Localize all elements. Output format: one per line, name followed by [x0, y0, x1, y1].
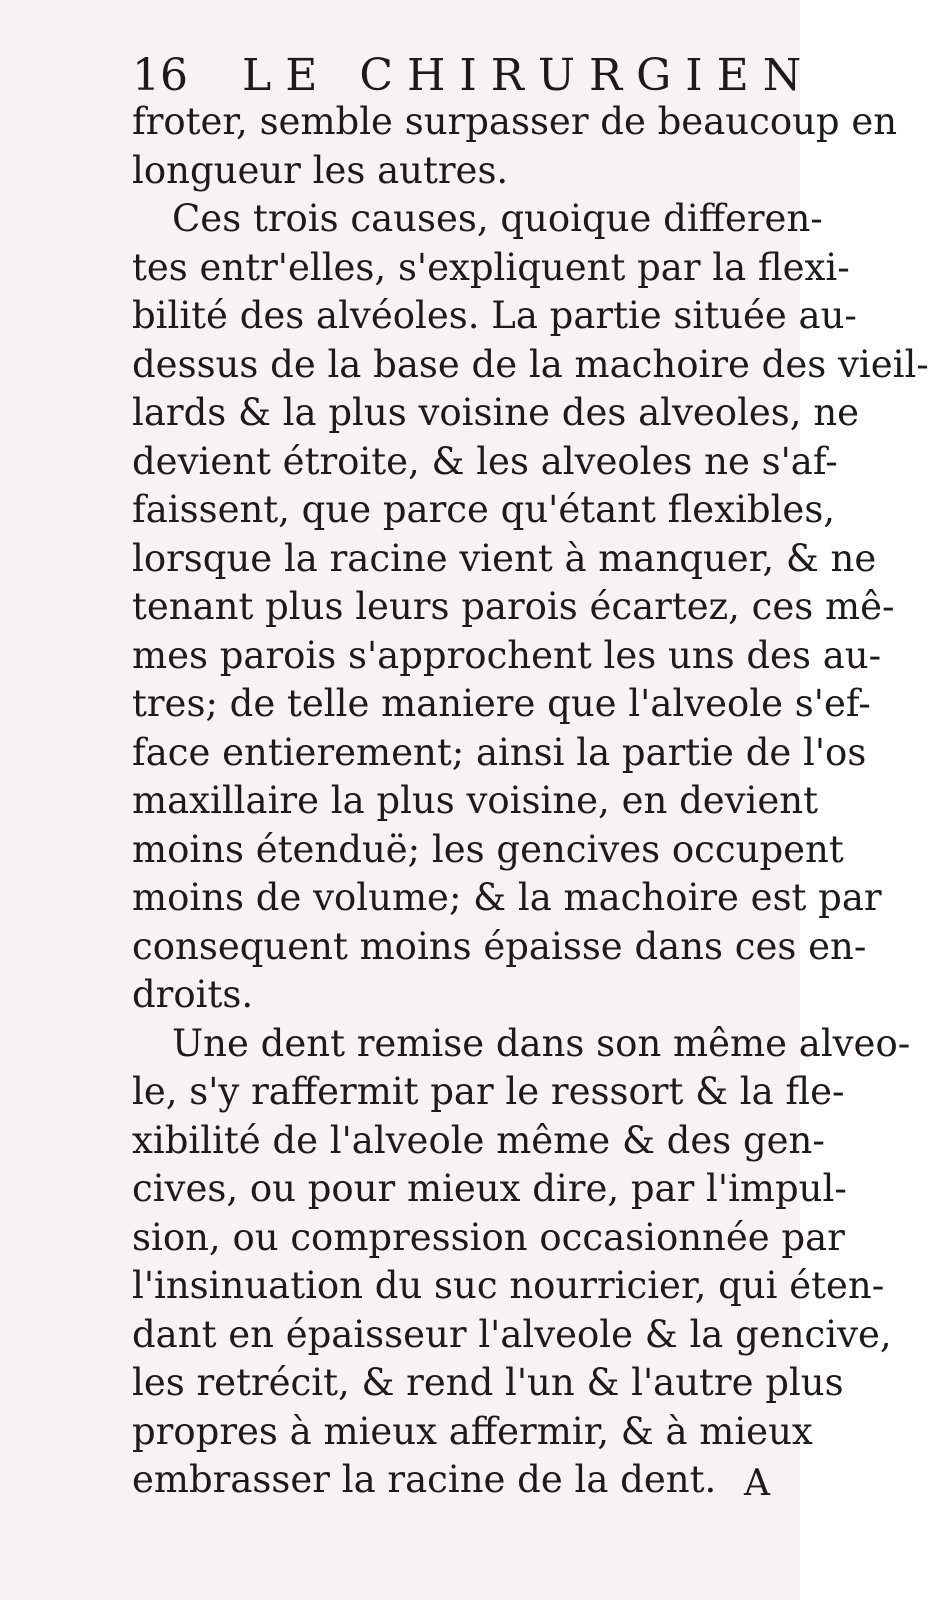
- text-line: dessus de la base de la machoire des vieil-: [132, 342, 929, 386]
- text-line: face entierement; ainsi la partie de l'os: [132, 730, 867, 774]
- text-line: consequent moins épaisse dans ces en-: [132, 924, 867, 968]
- text-line: longueur les autres.: [132, 148, 509, 192]
- text-line: tes entr'elles, s'expliquent par la flexi-: [132, 245, 850, 289]
- text-line: maxillaire la plus voisine, en devient: [132, 779, 818, 822]
- text-line: les retrécit, & rend l'un & l'autre plus: [132, 1361, 844, 1404]
- text-line: cives, ou pour mieux dire, par l'impul-: [132, 1167, 847, 1210]
- body-text: [132, 98, 929, 1505]
- text-line: devient étroite, & les alveoles ne s'af-: [132, 439, 838, 483]
- text-line: le, s'y raffermit par le ressort & la fle-: [132, 1070, 845, 1113]
- running-head: LE CHIRURGIEN: [242, 50, 816, 101]
- text-line: lards & la plus voisine des alveoles, ne: [132, 391, 860, 434]
- text-line: xibilité de l'alveole même & des gen-: [132, 1118, 825, 1162]
- text-line: mes parois s'approchent les uns des au-: [132, 633, 882, 677]
- paragraph-start-line: Une dent remise dans son même alveo-: [172, 1021, 911, 1065]
- page-number: 16: [132, 50, 188, 101]
- text-line: droits.: [132, 973, 254, 1016]
- signature-mark: A: [744, 1463, 770, 1504]
- text-line: sion, ou compression occasionnée par: [132, 1215, 845, 1259]
- paragraph-start-line: Ces trois causes, quoique differen-: [172, 197, 823, 240]
- text-line: l'insinuation du suc nourricier, qui éten-: [132, 1264, 885, 1307]
- text-line: lorsque la racine vient à manquer, & ne: [132, 536, 877, 580]
- text-line: embrasser la racine de la dent.: [132, 1458, 717, 1501]
- text-line: tres; de telle maniere que l'alveole s'ef-: [132, 682, 871, 725]
- text-line: froter, semble surpasser de beaucoup en: [132, 100, 898, 143]
- text-line: moins étenduë; les gencives occupent: [132, 827, 844, 871]
- text-line: moins de volume; & la machoire est par: [132, 876, 882, 919]
- text-line: propres à mieux affermir, & à mieux: [132, 1409, 813, 1453]
- text-line: dant en épaisseur l'alveole & la gencive,: [132, 1312, 892, 1356]
- text-line: bilité des alvéoles. La partie située au-: [132, 294, 857, 337]
- text-line: faissent, que parce qu'étant flexibles,: [132, 488, 836, 531]
- text-line: tenant plus leurs parois écartez, ces mê-: [132, 585, 895, 628]
